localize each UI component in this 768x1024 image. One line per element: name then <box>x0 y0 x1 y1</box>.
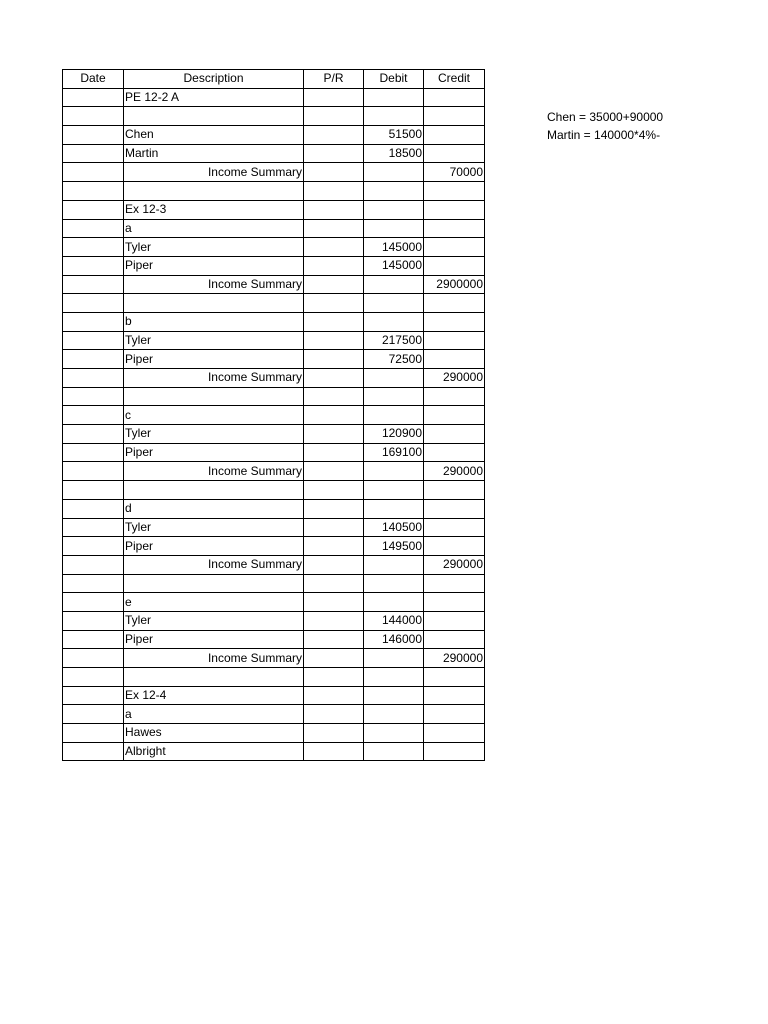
table-row <box>63 200 485 219</box>
pr-cell[interactable] <box>304 331 364 350</box>
credit-cell[interactable] <box>424 294 485 313</box>
table-row <box>63 369 485 388</box>
table-row <box>63 686 485 705</box>
pr-cell[interactable] <box>304 219 364 238</box>
date-cell[interactable] <box>63 555 124 574</box>
debit-cell[interactable] <box>364 369 424 388</box>
date-cell[interactable] <box>63 425 124 444</box>
pr-cell[interactable] <box>304 481 364 500</box>
description-cell[interactable]: Piper <box>124 350 304 369</box>
table-row <box>63 574 485 593</box>
credit-cell[interactable] <box>424 88 485 107</box>
table-row <box>63 462 485 481</box>
debit-cell[interactable] <box>364 574 424 593</box>
table-row <box>63 518 485 537</box>
description-cell[interactable]: Income Summary <box>124 275 304 294</box>
description-cell[interactable]: Ex 12-3 <box>124 200 304 219</box>
date-cell[interactable] <box>63 275 124 294</box>
pr-cell[interactable] <box>304 238 364 257</box>
description-cell[interactable]: b <box>124 312 304 331</box>
credit-cell[interactable] <box>424 611 485 630</box>
date-cell[interactable] <box>63 107 124 126</box>
description-cell[interactable] <box>124 574 304 593</box>
table-row <box>63 126 485 145</box>
journal-body <box>63 88 485 761</box>
pr-cell[interactable] <box>304 724 364 743</box>
date-cell[interactable] <box>63 537 124 556</box>
description-cell[interactable]: Income Summary <box>124 649 304 668</box>
date-cell[interactable] <box>63 144 124 163</box>
table-row <box>63 88 485 107</box>
description-cell[interactable]: Piper <box>124 443 304 462</box>
credit-cell[interactable]: 290000 <box>424 649 485 668</box>
pr-cell[interactable] <box>304 144 364 163</box>
credit-cell[interactable] <box>424 705 485 724</box>
pr-cell[interactable] <box>304 126 364 145</box>
description-cell[interactable]: Piper <box>124 256 304 275</box>
credit-cell[interactable]: 70000 <box>424 163 485 182</box>
table-row <box>63 593 485 612</box>
table-row <box>63 275 485 294</box>
debit-cell[interactable]: 145000 <box>364 238 424 257</box>
table-row <box>63 537 485 556</box>
table-row <box>63 443 485 462</box>
credit-cell[interactable] <box>424 238 485 257</box>
table-row <box>63 499 485 518</box>
description-cell[interactable]: Piper <box>124 537 304 556</box>
debit-cell[interactable]: 18500 <box>364 144 424 163</box>
description-cell[interactable]: e <box>124 593 304 612</box>
credit-cell[interactable] <box>424 256 485 275</box>
table-row <box>63 649 485 668</box>
description-cell[interactable]: c <box>124 406 304 425</box>
credit-cell[interactable] <box>424 499 485 518</box>
journal-table <box>62 69 485 761</box>
pr-cell[interactable] <box>304 294 364 313</box>
debit-cell[interactable] <box>364 705 424 724</box>
debit-cell[interactable] <box>364 649 424 668</box>
debit-cell[interactable] <box>364 182 424 201</box>
pr-cell[interactable] <box>304 668 364 687</box>
pr-cell[interactable] <box>304 387 364 406</box>
debit-cell[interactable] <box>364 387 424 406</box>
table-row <box>63 182 485 201</box>
date-cell[interactable] <box>63 443 124 462</box>
table-row <box>63 705 485 724</box>
description-cell[interactable]: a <box>124 705 304 724</box>
date-cell[interactable] <box>63 369 124 388</box>
credit-cell[interactable] <box>424 481 485 500</box>
date-cell[interactable] <box>63 256 124 275</box>
debit-cell[interactable] <box>364 219 424 238</box>
debit-cell[interactable] <box>364 499 424 518</box>
pr-cell[interactable] <box>304 630 364 649</box>
header-date[interactable]: Date <box>63 70 124 89</box>
description-cell[interactable]: Martin <box>124 144 304 163</box>
pr-cell[interactable] <box>304 686 364 705</box>
pr-cell[interactable] <box>304 182 364 201</box>
date-cell[interactable] <box>63 518 124 537</box>
credit-cell[interactable]: 290000 <box>424 462 485 481</box>
credit-cell[interactable] <box>424 518 485 537</box>
pr-cell[interactable] <box>304 518 364 537</box>
debit-cell[interactable]: 51500 <box>364 126 424 145</box>
credit-cell[interactable] <box>424 219 485 238</box>
credit-cell[interactable] <box>424 668 485 687</box>
credit-cell[interactable] <box>424 537 485 556</box>
description-cell[interactable]: Albright <box>124 742 304 761</box>
description-cell[interactable]: d <box>124 499 304 518</box>
description-cell[interactable]: Hawes <box>124 724 304 743</box>
note-chen[interactable]: Chen = 35000+90000 <box>547 110 664 124</box>
date-cell[interactable] <box>63 312 124 331</box>
table-row <box>63 107 485 126</box>
pr-cell[interactable] <box>304 107 364 126</box>
table-row <box>63 294 485 313</box>
table-row <box>63 256 485 275</box>
debit-cell[interactable]: 72500 <box>364 350 424 369</box>
pr-cell[interactable] <box>304 611 364 630</box>
description-cell[interactable]: Tyler <box>124 238 304 257</box>
date-cell[interactable] <box>63 88 124 107</box>
credit-cell[interactable] <box>424 593 485 612</box>
pr-cell[interactable] <box>304 593 364 612</box>
debit-cell[interactable] <box>364 724 424 743</box>
credit-cell[interactable] <box>424 686 485 705</box>
date-cell[interactable] <box>63 163 124 182</box>
description-cell[interactable]: Tyler <box>124 425 304 444</box>
credit-cell[interactable]: 290000 <box>424 555 485 574</box>
description-cell[interactable]: Tyler <box>124 611 304 630</box>
credit-cell[interactable]: 290000 <box>424 369 485 388</box>
pr-cell[interactable] <box>304 256 364 275</box>
debit-cell[interactable] <box>364 88 424 107</box>
table-row <box>63 350 485 369</box>
description-cell[interactable]: PE 12-2 A <box>124 88 304 107</box>
description-cell[interactable]: Tyler <box>124 331 304 350</box>
debit-cell[interactable] <box>364 406 424 425</box>
description-cell[interactable]: Income Summary <box>124 163 304 182</box>
table-row <box>63 219 485 238</box>
table-row <box>63 331 485 350</box>
debit-cell[interactable] <box>364 163 424 182</box>
pr-cell[interactable] <box>304 555 364 574</box>
debit-cell[interactable] <box>364 668 424 687</box>
date-cell[interactable] <box>63 611 124 630</box>
date-cell[interactable] <box>63 742 124 761</box>
table-row <box>63 630 485 649</box>
date-cell[interactable] <box>63 387 124 406</box>
debit-cell[interactable] <box>364 312 424 331</box>
credit-cell[interactable] <box>424 387 485 406</box>
description-cell[interactable]: Tyler <box>124 518 304 537</box>
pr-cell[interactable] <box>304 462 364 481</box>
date-cell[interactable] <box>63 200 124 219</box>
date-cell[interactable] <box>63 686 124 705</box>
table-row <box>63 555 485 574</box>
date-cell[interactable] <box>63 668 124 687</box>
header-description[interactable]: Description <box>124 70 304 89</box>
description-cell[interactable] <box>124 107 304 126</box>
table-row <box>63 387 485 406</box>
note-martin[interactable]: Martin = 140000*4%- <box>547 128 661 142</box>
pr-cell[interactable] <box>304 537 364 556</box>
date-cell[interactable] <box>63 331 124 350</box>
pr-cell[interactable] <box>304 369 364 388</box>
description-cell[interactable] <box>124 182 304 201</box>
pr-cell[interactable] <box>304 574 364 593</box>
date-cell[interactable] <box>63 219 124 238</box>
debit-cell[interactable] <box>364 742 424 761</box>
pr-cell[interactable] <box>304 499 364 518</box>
debit-cell[interactable] <box>364 481 424 500</box>
credit-cell[interactable] <box>424 425 485 444</box>
table-row <box>63 406 485 425</box>
debit-cell[interactable] <box>364 107 424 126</box>
credit-cell[interactable] <box>424 350 485 369</box>
credit-cell[interactable]: 2900000 <box>424 275 485 294</box>
table-row <box>63 425 485 444</box>
header-debit[interactable]: Debit <box>364 70 424 89</box>
debit-cell[interactable]: 120900 <box>364 425 424 444</box>
date-cell[interactable] <box>63 499 124 518</box>
date-cell[interactable] <box>63 238 124 257</box>
date-cell[interactable] <box>63 462 124 481</box>
debit-cell[interactable]: 140500 <box>364 518 424 537</box>
date-cell[interactable] <box>63 574 124 593</box>
pr-cell[interactable] <box>304 425 364 444</box>
table-row <box>63 668 485 687</box>
debit-cell[interactable] <box>364 686 424 705</box>
header-credit[interactable]: Credit <box>424 70 485 89</box>
date-cell[interactable] <box>63 406 124 425</box>
debit-cell[interactable] <box>364 200 424 219</box>
debit-cell[interactable] <box>364 593 424 612</box>
pr-cell[interactable] <box>304 443 364 462</box>
debit-cell[interactable]: 217500 <box>364 331 424 350</box>
debit-cell[interactable]: 145000 <box>364 256 424 275</box>
table-row <box>63 481 485 500</box>
description-cell[interactable]: Income Summary <box>124 555 304 574</box>
date-cell[interactable] <box>63 294 124 313</box>
description-cell[interactable] <box>124 294 304 313</box>
table-row <box>63 312 485 331</box>
description-cell[interactable]: Income Summary <box>124 369 304 388</box>
table-row <box>63 144 485 163</box>
table-row <box>63 163 485 182</box>
credit-cell[interactable] <box>424 630 485 649</box>
pr-cell[interactable] <box>304 275 364 294</box>
credit-cell[interactable] <box>424 144 485 163</box>
table-row <box>63 611 485 630</box>
credit-cell[interactable] <box>424 312 485 331</box>
pr-cell[interactable] <box>304 705 364 724</box>
credit-cell[interactable] <box>424 742 485 761</box>
debit-cell[interactable] <box>364 555 424 574</box>
header-row <box>63 70 485 89</box>
credit-cell[interactable] <box>424 724 485 743</box>
debit-cell[interactable] <box>364 275 424 294</box>
credit-cell[interactable] <box>424 200 485 219</box>
debit-cell[interactable]: 169100 <box>364 443 424 462</box>
pr-cell[interactable] <box>304 406 364 425</box>
pr-cell[interactable] <box>304 200 364 219</box>
debit-cell[interactable]: 146000 <box>364 630 424 649</box>
debit-cell[interactable]: 149500 <box>364 537 424 556</box>
description-cell[interactable]: Chen <box>124 126 304 145</box>
date-cell[interactable] <box>63 724 124 743</box>
credit-cell[interactable] <box>424 574 485 593</box>
debit-cell[interactable]: 144000 <box>364 611 424 630</box>
date-cell[interactable] <box>63 705 124 724</box>
date-cell[interactable] <box>63 126 124 145</box>
pr-cell[interactable] <box>304 649 364 668</box>
table-row <box>63 724 485 743</box>
description-cell[interactable]: a <box>124 219 304 238</box>
date-cell[interactable] <box>63 630 124 649</box>
table-row <box>63 742 485 761</box>
credit-cell[interactable] <box>424 406 485 425</box>
header-pr[interactable]: P/R <box>304 70 364 89</box>
description-cell[interactable]: Ex 12-4 <box>124 686 304 705</box>
date-cell[interactable] <box>63 593 124 612</box>
description-cell[interactable]: Piper <box>124 630 304 649</box>
credit-cell[interactable] <box>424 126 485 145</box>
date-cell[interactable] <box>63 350 124 369</box>
description-cell[interactable]: Income Summary <box>124 462 304 481</box>
date-cell[interactable] <box>63 649 124 668</box>
pr-cell[interactable] <box>304 312 364 331</box>
credit-cell[interactable] <box>424 331 485 350</box>
description-cell[interactable] <box>124 481 304 500</box>
pr-cell[interactable] <box>304 350 364 369</box>
pr-cell[interactable] <box>304 163 364 182</box>
date-cell[interactable] <box>63 182 124 201</box>
pr-cell[interactable] <box>304 742 364 761</box>
pr-cell[interactable] <box>304 88 364 107</box>
description-cell[interactable] <box>124 668 304 687</box>
credit-cell[interactable] <box>424 107 485 126</box>
date-cell[interactable] <box>63 481 124 500</box>
credit-cell[interactable] <box>424 443 485 462</box>
credit-cell[interactable] <box>424 182 485 201</box>
debit-cell[interactable] <box>364 294 424 313</box>
description-cell[interactable] <box>124 387 304 406</box>
debit-cell[interactable] <box>364 462 424 481</box>
table-row <box>63 238 485 257</box>
side-notes <box>547 108 663 144</box>
